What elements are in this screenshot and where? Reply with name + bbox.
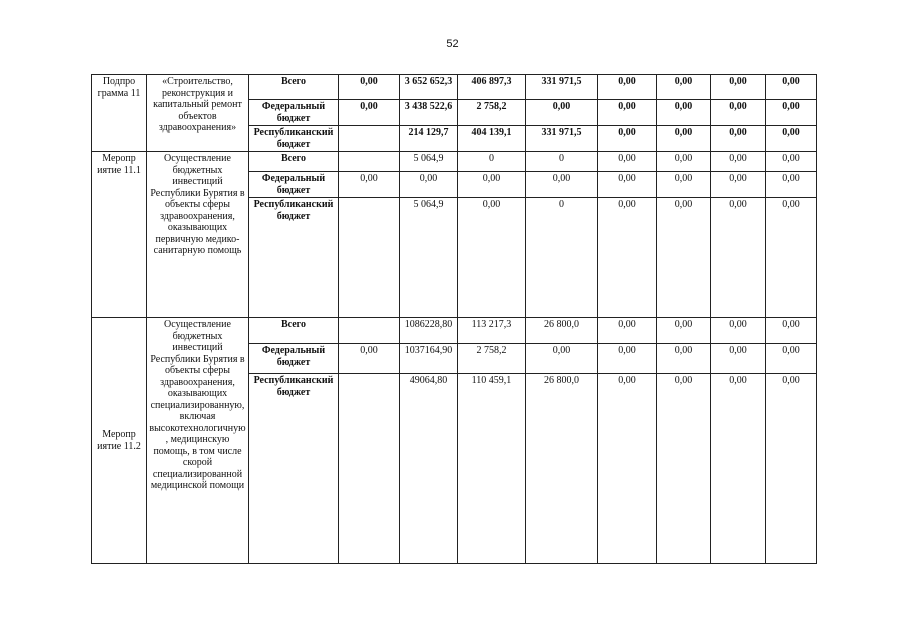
funding-source: Федеральный бюджет (249, 172, 339, 198)
budget-value: 0,00 (598, 75, 657, 100)
budget-value: 0,00 (766, 198, 817, 318)
table-row (92, 318, 817, 344)
budget-value: 0,00 (598, 344, 657, 374)
budget-value: 331 971,5 (526, 75, 598, 100)
budget-value: 2 758,2 (458, 100, 526, 126)
budget-value (339, 152, 400, 172)
budget-value: 0,00 (458, 172, 526, 198)
budget-value: 0,00 (339, 100, 400, 126)
budget-value: 0 (526, 198, 598, 318)
budget-value: 0,00 (526, 172, 598, 198)
budget-value: 0,00 (766, 152, 817, 172)
budget-value: 0,00 (711, 100, 766, 126)
funding-source: Всего (249, 152, 339, 172)
budget-value: 113 217,3 (458, 318, 526, 344)
program-code: Подпро грамма 11 (92, 75, 147, 152)
budget-value: 0,00 (458, 198, 526, 318)
budget-value: 3 438 522,6 (400, 100, 458, 126)
budget-value: 0,00 (598, 126, 657, 152)
budget-value: 0,00 (711, 344, 766, 374)
budget-value: 0 (458, 152, 526, 172)
program-name: Осуществление бюджетных инвестиций Республики Бурятия в объекты сферы здравоохранения, оказывающих первичную медико-санитарную помощь (147, 152, 249, 318)
funding-source: Республиканский бюджет (249, 374, 339, 564)
budget-value: 0,00 (598, 374, 657, 564)
funding-source: Федеральный бюджет (249, 344, 339, 374)
budget-value: 0,00 (657, 75, 711, 100)
budget-value: 26 800,0 (526, 318, 598, 344)
budget-value: 0,00 (657, 152, 711, 172)
budget-value: 110 459,1 (458, 374, 526, 564)
budget-value: 0,00 (711, 374, 766, 564)
budget-value: 1037164,90 (400, 344, 458, 374)
budget-value: 0 (526, 152, 598, 172)
budget-value: 0,00 (657, 126, 711, 152)
budget-value: 0,00 (711, 152, 766, 172)
budget-value: 0,00 (766, 172, 817, 198)
budget-value: 0,00 (526, 344, 598, 374)
table-row (92, 152, 817, 172)
funding-source: Всего (249, 318, 339, 344)
budget-value: 0,00 (657, 344, 711, 374)
funding-source: Всего (249, 75, 339, 100)
budget-value: 0,00 (400, 172, 458, 198)
budget-value: 5 064,9 (400, 198, 458, 318)
budget-value: 0,00 (526, 100, 598, 126)
table-body (92, 75, 817, 564)
budget-value: 0,00 (711, 172, 766, 198)
budget-value: 331 971,5 (526, 126, 598, 152)
budget-value: 0,00 (766, 344, 817, 374)
funding-source: Федеральный бюджет (249, 100, 339, 126)
budget-value: 0,00 (598, 152, 657, 172)
budget-value: 0,00 (598, 100, 657, 126)
budget-value (339, 318, 400, 344)
budget-value: 0,00 (598, 198, 657, 318)
budget-value: 0,00 (711, 126, 766, 152)
budget-table (91, 74, 817, 564)
budget-value: 0,00 (766, 100, 817, 126)
budget-value: 214 129,7 (400, 126, 458, 152)
program-code: Меропр иятие 11.1 (92, 152, 147, 318)
budget-value: 5 064,9 (400, 152, 458, 172)
page-number: 52 (446, 38, 459, 50)
budget-value: 1086228,80 (400, 318, 458, 344)
program-name: «Строительство, реконструкция и капитальный ремонт объектов здравоохранения» (147, 75, 249, 152)
budget-value (339, 374, 400, 564)
budget-value: 0,00 (657, 100, 711, 126)
budget-value: 0,00 (657, 172, 711, 198)
budget-value: 0,00 (766, 75, 817, 100)
budget-value: 0,00 (339, 344, 400, 374)
budget-value: 3 652 652,3 (400, 75, 458, 100)
budget-value: 26 800,0 (526, 374, 598, 564)
budget-value: 0,00 (598, 318, 657, 344)
budget-value: 0,00 (339, 75, 400, 100)
budget-value: 0,00 (766, 374, 817, 564)
budget-value: 0,00 (766, 126, 817, 152)
funding-source: Республиканский бюджет (249, 126, 339, 152)
budget-value: 0,00 (657, 374, 711, 564)
budget-value: 0,00 (766, 318, 817, 344)
budget-value: 0,00 (339, 172, 400, 198)
budget-value (339, 126, 400, 152)
budget-value (339, 198, 400, 318)
funding-source: Республиканский бюджет (249, 198, 339, 318)
budget-value: 0,00 (598, 172, 657, 198)
budget-value: 2 758,2 (458, 344, 526, 374)
budget-value: 0,00 (711, 318, 766, 344)
budget-value: 0,00 (657, 318, 711, 344)
program-code: Меропр иятие 11.2 (92, 318, 147, 564)
budget-value: 0,00 (711, 75, 766, 100)
budget-value: 404 139,1 (458, 126, 526, 152)
program-name: Осуществление бюджетных инвестиций Республики Бурятия в объекты сферы здравоохранения, оказывающих специализированную, включая высокотехнологичную, медицинскую помощь, в том числе скорой специализированной медицинской помощи (147, 318, 249, 564)
budget-value: 49064,80 (400, 374, 458, 564)
table-row (92, 75, 817, 100)
budget-value: 0,00 (711, 198, 766, 318)
budget-value: 0,00 (657, 198, 711, 318)
budget-value: 406 897,3 (458, 75, 526, 100)
